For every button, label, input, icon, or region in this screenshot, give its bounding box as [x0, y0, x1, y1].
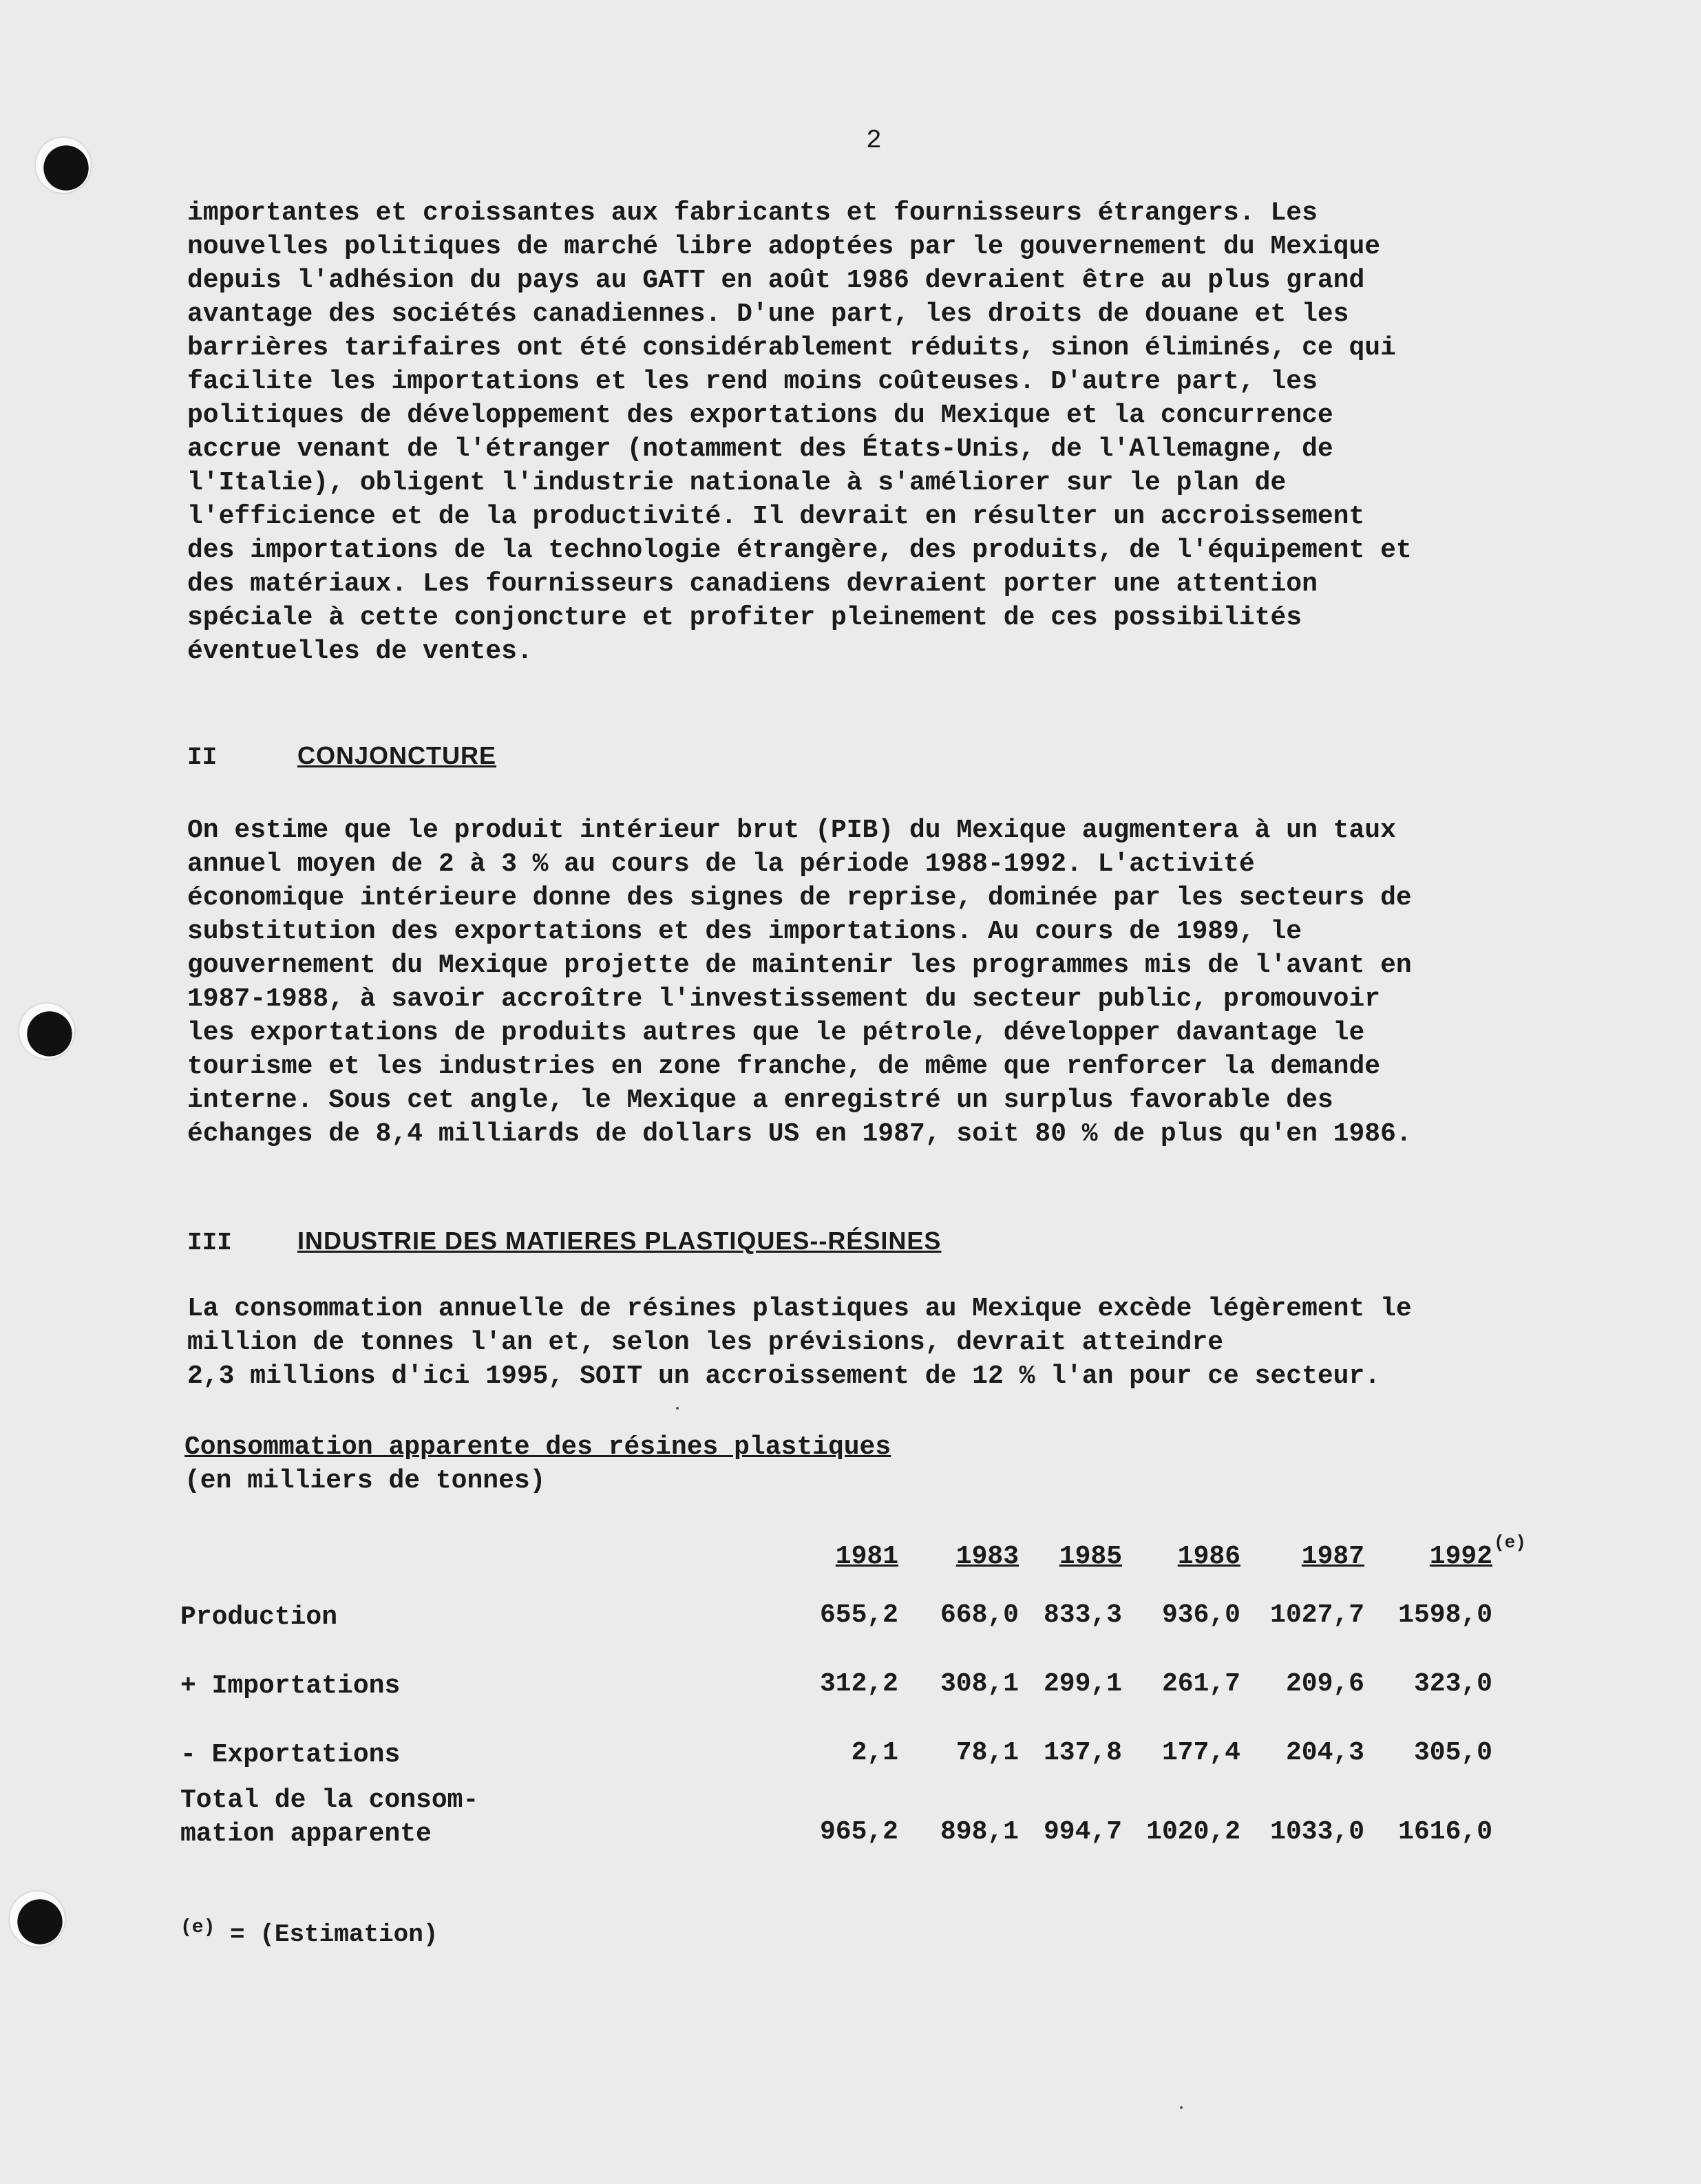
table-cell: 209,6: [1285, 1669, 1364, 1699]
punch-hole: [10, 1891, 65, 1947]
footnote-marker: (e): [180, 1917, 215, 1938]
table-cell: 261,7: [1161, 1669, 1240, 1699]
year-header: 1981: [835, 1542, 898, 1571]
year-header: 1987: [1301, 1542, 1364, 1571]
row-label: Production: [180, 1602, 338, 1632]
table-cell: 1598,0: [1398, 1600, 1492, 1630]
section-heading-plastiques: [187, 1227, 941, 1257]
table-cell: 1020,2: [1146, 1817, 1240, 1847]
section-number: II: [187, 743, 218, 772]
section-number: III: [187, 1229, 232, 1257]
text-line: interne. Sous cet angle, le Mexique a enregistré un surplus favorable des: [187, 1085, 1333, 1115]
table-cell: 2,1: [851, 1738, 898, 1768]
row-label: + Importations: [180, 1671, 401, 1701]
table-cell: 308,1: [940, 1669, 1019, 1699]
table-cell: 965,2: [819, 1817, 898, 1847]
text-line: importantes et croissantes aux fabricants et fournisseurs étrangers. Les: [187, 198, 1318, 228]
punch-hole: [36, 138, 91, 193]
text-line: 2,3 millions d'ici 1995, SOIT un accroissement de 12 % l'an pour ce secteur.: [187, 1361, 1381, 1391]
plastiques-paragraph: [187, 1292, 1557, 1393]
text-line: l'efficience et de la productivité. Il devrait en résulter un accroissement: [187, 502, 1365, 531]
table-footnote: [180, 1917, 438, 1949]
conjoncture-paragraph: [187, 814, 1557, 1151]
text-line: l'Italie), obligent l'industrie nationale à s'améliorer sur le plan de: [187, 468, 1287, 498]
text-line: échanges de 8,4 milliards de dollars US en 1987, soit 80 % de plus qu'en 1986.: [187, 1119, 1412, 1149]
table-cell: 1616,0: [1398, 1817, 1492, 1847]
paper-speck: [676, 1407, 679, 1410]
table-cell: 898,1: [940, 1817, 1019, 1847]
text-line: La consommation annuelle de résines plastiques au Mexique excède légèrement le: [187, 1294, 1412, 1324]
year-header: 1992 (e): [1429, 1532, 1526, 1571]
intro-paragraph: [187, 196, 1557, 668]
table-title: Consommation apparente des résines plastiques: [184, 1432, 891, 1462]
section-heading-conjoncture: [187, 741, 496, 772]
punch-hole: [19, 1004, 74, 1059]
row-label: Total de la consom- mation apparente: [180, 1785, 479, 1849]
table-cell: 299,1: [1043, 1669, 1122, 1699]
section-title: INDUSTRIE DES MATIERES PLASTIQUES--RÉSINES: [297, 1227, 942, 1255]
text-line: tourisme et les industries en zone franche, de même que renforcer la demande: [187, 1052, 1381, 1081]
section-title: CONJONCTURE: [297, 741, 497, 770]
text-line: éventuelles de ventes.: [187, 637, 533, 666]
text-line: politiques de développement des exportations du Mexique et la concurrence: [187, 401, 1333, 430]
paper-speck: [1180, 2106, 1183, 2109]
text-line: On estime que le produit intérieur brut (PIB) du Mexique augmentera à un taux: [187, 816, 1396, 845]
footnote-text: = (Estimation): [215, 1920, 439, 1949]
text-line: spéciale à cette conjoncture et profiter pleinement de ces possibilités: [187, 603, 1302, 633]
table-subtitle: (en milliers de tonnes): [184, 1466, 546, 1496]
table-cell: 1033,0: [1270, 1817, 1364, 1847]
table-cell: 78,1: [955, 1738, 1019, 1768]
text-line: nouvelles politiques de marché libre adoptées par le gouvernement du Mexique: [187, 232, 1381, 262]
text-line: les exportations de produits autres que le pétrole, développer davantage le: [187, 1018, 1365, 1048]
table-cell: 137,8: [1043, 1738, 1122, 1768]
year-header: 1986: [1177, 1542, 1240, 1571]
estimate-marker: (e): [1494, 1532, 1526, 1553]
text-line: avantage des sociétés canadiennes. D'une part, les droits de douane et les: [187, 299, 1349, 329]
table-cell: 177,4: [1161, 1738, 1240, 1768]
table-cell: 305,0: [1413, 1738, 1492, 1768]
text-line: substitution des exportations et des importations. Au cours de 1989, le: [187, 917, 1302, 946]
text-line: depuis l'adhésion du pays au GATT en août 1986 devraient être au plus grand: [187, 266, 1365, 295]
year-header: 1985: [1059, 1542, 1122, 1571]
table-cell: 994,7: [1043, 1817, 1122, 1847]
text-line: des importations de la technologie étrangère, des produits, de l'équipement et: [187, 536, 1412, 565]
year-header: 1983: [955, 1542, 1019, 1571]
text-line: accrue venant de l'étranger (notamment des États-Unis, de l'Allemagne, de: [187, 434, 1333, 464]
text-line: 1987-1988, à savoir accroître l'investissement du secteur public, promouvoir: [187, 984, 1381, 1014]
text-line: million de tonnes l'an et, selon les prévisions, devrait atteindre: [187, 1328, 1224, 1357]
table-cell: 668,0: [940, 1600, 1019, 1630]
table-cell: 312,2: [819, 1669, 898, 1699]
table-caption: [184, 1430, 891, 1498]
table-cell: 323,0: [1413, 1669, 1492, 1699]
text-line: des matériaux. Les fournisseurs canadiens devraient porter une attention: [187, 569, 1318, 599]
page-number: 2: [866, 126, 882, 156]
text-line: économique intérieure donne des signes de reprise, dominée par les secteurs de: [187, 883, 1412, 913]
table-cell: 1027,7: [1270, 1600, 1364, 1630]
text-line: annuel moyen de 2 à 3 % au cours de la période 1988-1992. L'activité: [187, 849, 1255, 879]
table-cell: 655,2: [819, 1600, 898, 1630]
table-cell: 833,3: [1043, 1600, 1122, 1630]
text-line: barrières tarifaires ont été considérablement réduits, sinon éliminés, ce qui: [187, 333, 1396, 363]
table-cell: 936,0: [1161, 1600, 1240, 1630]
text-line: facilite les importations et les rend moins coûteuses. D'autre part, les: [187, 367, 1318, 396]
row-label: - Exportations: [180, 1740, 401, 1770]
text-line: gouvernement du Mexique projette de maintenir les programmes mis de l'avant en: [187, 951, 1412, 980]
table-cell: 204,3: [1285, 1738, 1364, 1768]
